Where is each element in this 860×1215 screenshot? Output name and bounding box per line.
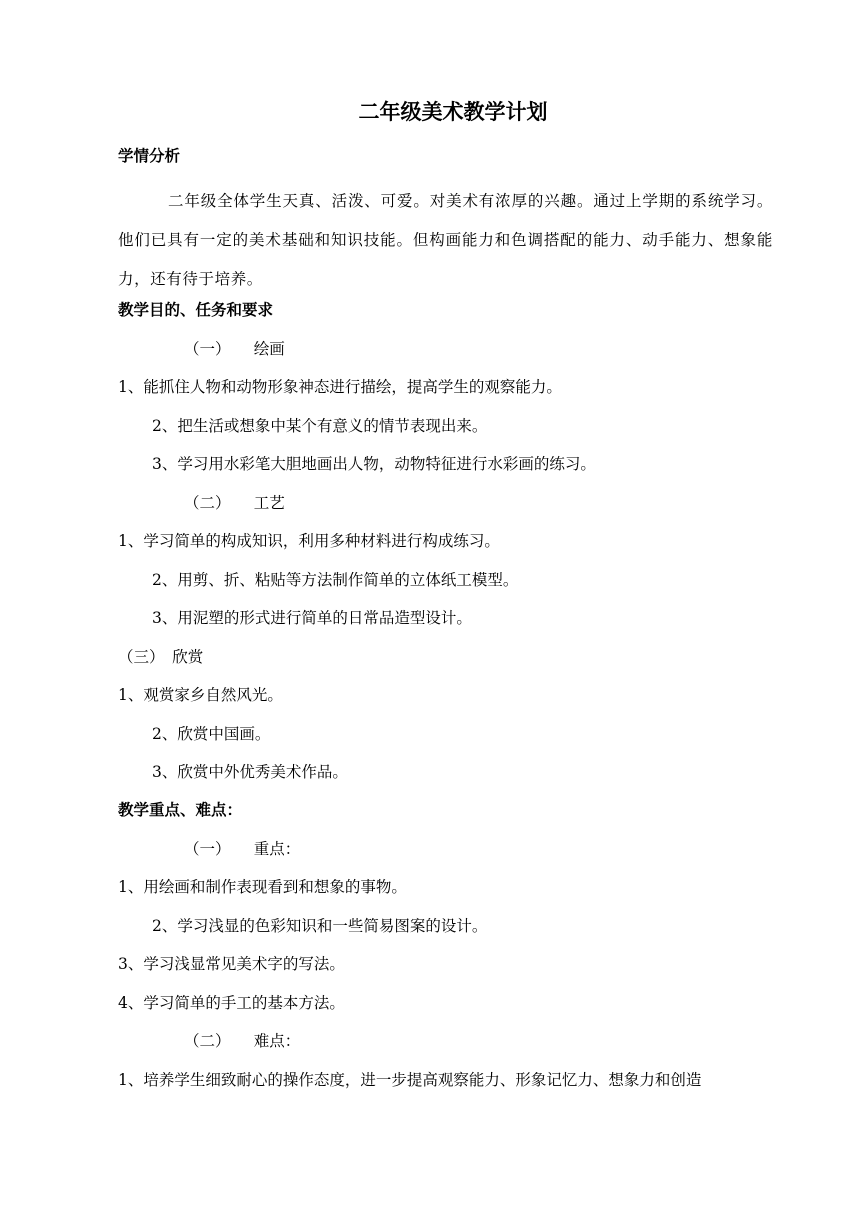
- section-heading-goals: 教学目的、任务和要求: [118, 301, 274, 319]
- subsection-label-craft: （二） 工艺: [184, 494, 285, 512]
- subsection-label-painting: （一） 绘画: [184, 340, 285, 358]
- list-item: 3、用泥塑的形式进行简单的日常品造型设计。: [152, 609, 472, 627]
- analysis-paragraph: 二年级全体学生天真、活泼、可爱。对美术有浓厚的兴趣。通过上学期的系统学习。他们已具有一定的美术基础和知识技能。但构画能力和色调搭配的能力、动手能力、想象能力，还有待于培养。: [118, 192, 773, 288]
- list-item: 1、用绘画和制作表现看到和想象的事物。: [118, 878, 407, 896]
- list-item: 1、能抓住人物和动物形象神态进行描绘，提高学生的观察能力。: [118, 378, 562, 396]
- subsection-label-key-points: （一） 重点：: [184, 840, 301, 858]
- list-item: 2、把生活或想象中某个有意义的情节表现出来。: [152, 417, 488, 435]
- list-item: 4、学习简单的手工的基本方法。: [118, 994, 345, 1012]
- subsection-label-appreciation: （三） 欣赏: [118, 648, 204, 666]
- subsection-label-difficulties: （二） 难点：: [184, 1032, 301, 1050]
- list-item: 3、学习用水彩笔大胆地画出人物，动物特征进行水彩画的练习。: [152, 455, 596, 473]
- section-heading-focus: 教学重点、难点：: [118, 801, 243, 819]
- list-item: 2、学习浅显的色彩知识和一些简易图案的设计。: [152, 917, 488, 935]
- list-item: 1、培养学生细致耐心的操作态度，进一步提高观察能力、形象记忆力、想象力和创造: [118, 1071, 702, 1089]
- list-item: 1、观赏家乡自然风光。: [118, 686, 283, 704]
- list-item: 3、欣赏中外优秀美术作品。: [152, 763, 348, 781]
- list-item: 2、用剪、折、粘贴等方法制作简单的立体纸工模型。: [152, 571, 519, 589]
- document-title: 二年级美术教学计划: [358, 100, 548, 124]
- list-item: 1、学习简单的构成知识，利用多种材料进行构成练习。: [118, 532, 500, 550]
- list-item: 2、欣赏中国画。: [152, 725, 271, 743]
- section-heading-analysis: 学情分析: [118, 147, 181, 165]
- list-item: 3、学习浅显常见美术字的写法。: [118, 955, 345, 973]
